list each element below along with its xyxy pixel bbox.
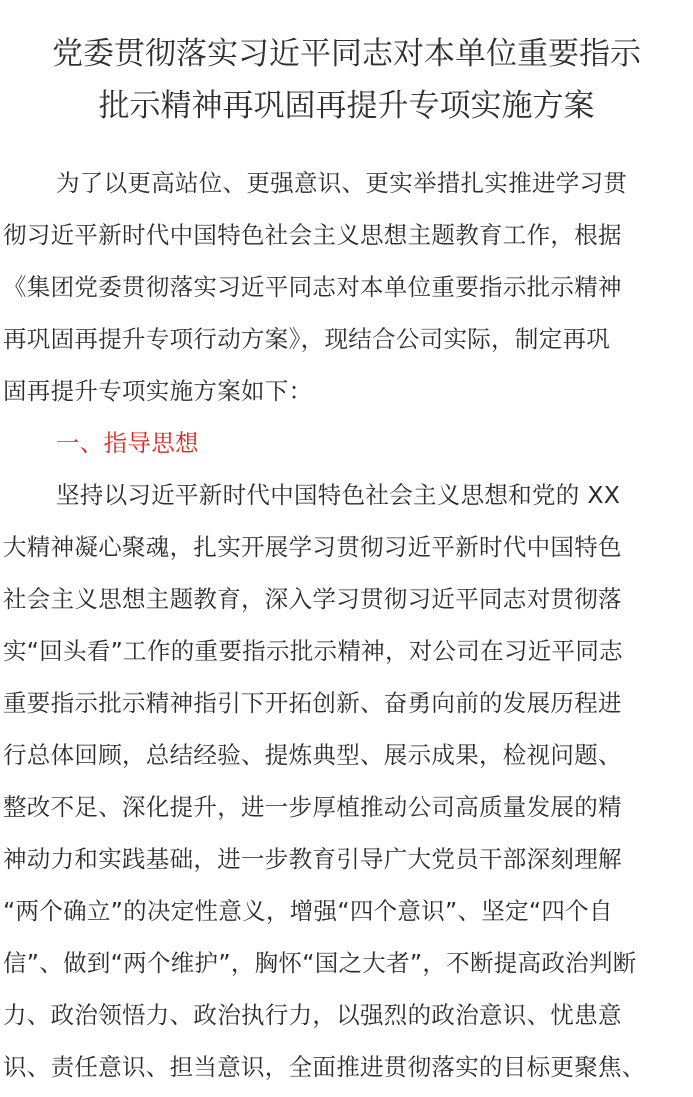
intro-paragraph-line-5: 固再提升专项实施方案如下：: [3, 377, 313, 405]
section-paragraph-line-5: 重要指示批示精神指引下开拓创新、奋勇向前的发展历程进: [3, 689, 622, 717]
intro-paragraph-line-4: 再巩固再提升专项行动方案》，现结合公司实际，制定再巩: [3, 325, 611, 353]
section-paragraph-line-1: 坚持以习近平新时代中国特色社会主义思想和党的 XX: [56, 481, 621, 509]
section-paragraph-line-8: 神动力和实践基础，进一步教育引导广大党员干部深刻理解: [3, 845, 622, 873]
intro-paragraph-line-1: 为了以更高站位、更强意识、更实举措扎实推进学习贯: [56, 169, 628, 197]
section-paragraph-line-3: 社会主义思想主题教育，深入学习贯彻习近平同志对贯彻落: [3, 585, 622, 613]
section-heading: 一、指导思想: [56, 429, 199, 457]
section-paragraph-line-9: “两个确立”的决定性意义，增强“四个意识”、坚定“四个自: [3, 897, 613, 925]
intro-paragraph-line-2: 彻习近平新时代中国特色社会主义思想主题教育工作，根据: [3, 221, 622, 249]
document-title-line-2: 批示精神再巩固再提升专项实施方案: [98, 88, 595, 124]
section-paragraph-line-10: 信”、做到“两个维护”，胸怀“国之大者”，不断提高政治判断: [3, 949, 637, 977]
section-paragraph-line-4: 实“回头看”工作的重要指示批示精神，对公司在习近平同志: [3, 637, 623, 665]
section-paragraph-line-7: 整改不足、深化提升，进一步厚植推动公司高质量发展的精: [3, 793, 622, 821]
section-paragraph-line-6: 行总体回顾，总结经验、提炼典型、展示成果，检视问题、: [3, 741, 622, 769]
intro-paragraph-line-3: 《集团党委贯彻落实习近平同志对本单位重要指示批示精神: [3, 273, 622, 301]
section-paragraph-line-12: 识、责任意识、担当意识，全面推进贯彻落实的目标更聚焦、: [3, 1053, 646, 1081]
section-paragraph-line-11: 力、政治领悟力、政治执行力，以强烈的政治意识、忧患意: [3, 1001, 622, 1029]
document-title-line-1: 党委贯彻落实习近平同志对本单位重要指示: [52, 36, 641, 72]
section-paragraph-line-2: 大精神凝心聚魂，扎实开展学习贯彻习近平新时代中国特色: [3, 533, 622, 561]
